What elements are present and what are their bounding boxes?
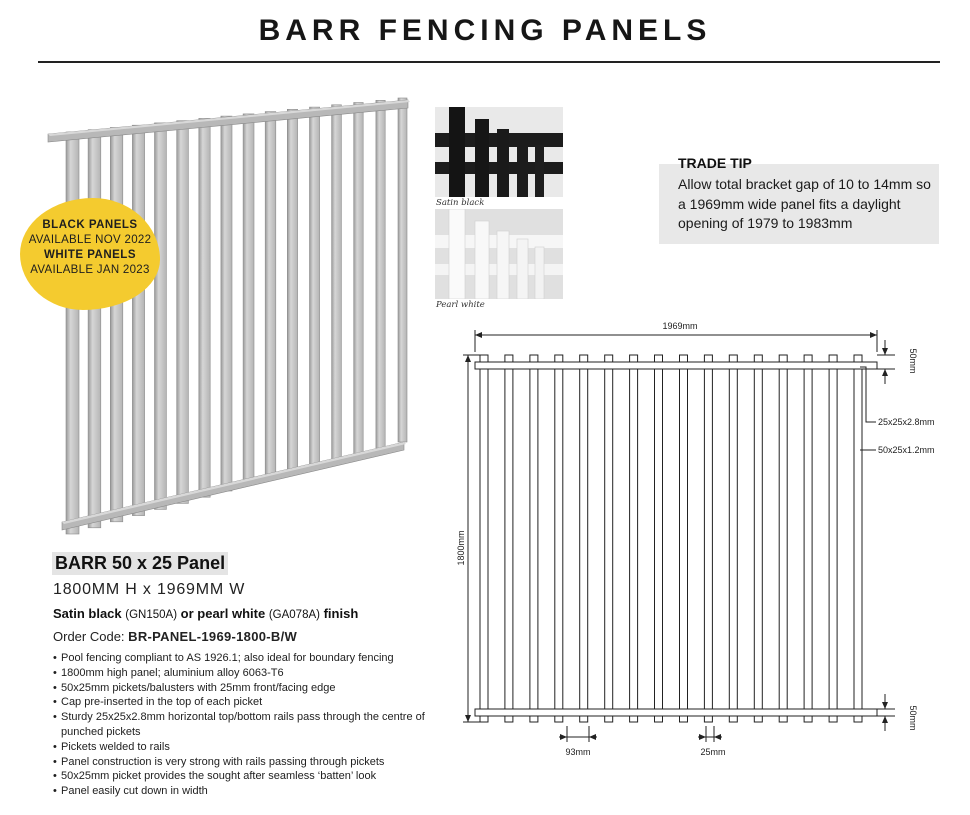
diagram-picket xyxy=(555,355,563,722)
diagram-picket xyxy=(655,355,663,722)
badge-black-date: AVAILABLE NOV 2022 xyxy=(28,234,152,246)
picket-gap-label: 93mm xyxy=(565,747,591,757)
badge-white-title: WHITE PANELS xyxy=(43,249,137,261)
feature-list xyxy=(53,651,433,799)
panel-picket xyxy=(155,123,167,510)
list-item: • Cap pre-inserted in the top of each picket xyxy=(53,695,433,710)
panel-picket xyxy=(332,105,342,461)
panel-product-image xyxy=(40,92,415,542)
panel-picket xyxy=(66,132,79,534)
pearl-white-swatch xyxy=(435,209,563,299)
picket-width-label: 25mm xyxy=(700,747,726,757)
panel-picket xyxy=(110,128,123,522)
diagram-picket xyxy=(854,355,862,722)
panel-picket xyxy=(376,100,385,448)
list-item: • Panel construction is very strong with rails passing through pickets xyxy=(53,755,433,770)
rail-spec-label: 25x25x2.8mm xyxy=(878,417,935,427)
title-divider xyxy=(38,61,940,63)
panel-picket xyxy=(354,103,364,455)
diagram-picket xyxy=(530,355,538,722)
diagram-picket xyxy=(630,355,638,722)
top-rail-dimension-label: 50mm xyxy=(908,348,918,374)
panel-picket xyxy=(88,130,101,528)
panel-picket xyxy=(398,98,407,442)
finish-satin-black: Satin black xyxy=(53,606,122,621)
availability-badge xyxy=(20,198,160,310)
finish-suffix: finish xyxy=(323,606,359,621)
panel-picket xyxy=(310,107,320,467)
diagram-picket xyxy=(729,355,737,722)
diagram-picket xyxy=(605,355,613,722)
diagram-picket xyxy=(505,355,513,722)
finish-satin-black-code: (GN150A) xyxy=(125,609,178,621)
satin-black-swatch xyxy=(435,107,563,197)
panel-picket xyxy=(265,112,276,479)
badge-white-date: AVAILABLE JAN 2023 xyxy=(30,264,150,276)
product-name: BARR 50 x 25 Panel xyxy=(52,552,228,575)
trade-tip-text: Allow total bracket gap of 10 to 14mm so a 1969mm wide panel fits a daylight opening of 1979 to 1983mm xyxy=(678,176,931,231)
list-item: • Pickets welded to rails xyxy=(53,740,433,755)
page-title: BARR FENCING PANELS xyxy=(258,14,712,47)
list-item: • 50x25mm picket provides the sought after seamless ‘batten’ look xyxy=(53,769,433,784)
pearl-white-label: Pearl white xyxy=(436,300,485,310)
panel-picket xyxy=(221,116,232,491)
diagram-picket xyxy=(804,355,812,722)
satin-black-label: Satin black xyxy=(436,198,485,208)
panel-picket xyxy=(132,125,144,515)
diagram-picket xyxy=(704,355,712,722)
diagram-picket xyxy=(680,355,688,722)
panel-picket xyxy=(287,109,297,472)
trade-tip-title: TRADE TIP xyxy=(678,155,752,171)
order-code xyxy=(53,629,297,644)
diagram-picket xyxy=(480,355,488,722)
diagram-picket xyxy=(580,355,588,722)
height-dimension-label: 1800mm xyxy=(456,530,466,566)
panel-picket xyxy=(243,114,254,485)
diagram-picket xyxy=(829,355,837,722)
panel-picket xyxy=(177,121,189,504)
finish-connector: or pearl white xyxy=(180,606,266,621)
panel-technical-drawing xyxy=(440,312,960,767)
list-item: • 1800mm high panel; aluminium alloy 6063-T6 xyxy=(53,666,433,681)
width-dimension-label: 1969mm xyxy=(662,321,698,331)
bottom-rail-dimension-label: 50mm xyxy=(908,705,918,731)
diagram-picket xyxy=(779,355,787,722)
list-item: • Pool fencing compliant to AS 1926.1; also ideal for boundary fencing xyxy=(53,651,433,666)
order-code-label: Order Code: xyxy=(53,629,125,644)
panel-picket xyxy=(199,118,210,497)
finish-pearl-white-code: (GA078A) xyxy=(268,609,320,621)
product-dimensions: 1800MM H x 1969MM W xyxy=(53,581,246,598)
list-item: • 50x25mm pickets/balusters with 25mm front/facing edge xyxy=(53,681,433,696)
order-code-value: BR-PANEL-1969-1800-B/W xyxy=(128,629,298,644)
badge-black-title: BLACK PANELS xyxy=(42,219,138,231)
list-item: • Panel easily cut down in width xyxy=(53,784,433,799)
picket-spec-label: 50x25x1.2mm xyxy=(878,445,935,455)
product-finish xyxy=(53,606,358,621)
list-item: • Sturdy 25x25x2.8mm horizontal top/bottom rails pass through the centre of punched pickets xyxy=(53,710,433,740)
diagram-picket xyxy=(754,355,762,722)
